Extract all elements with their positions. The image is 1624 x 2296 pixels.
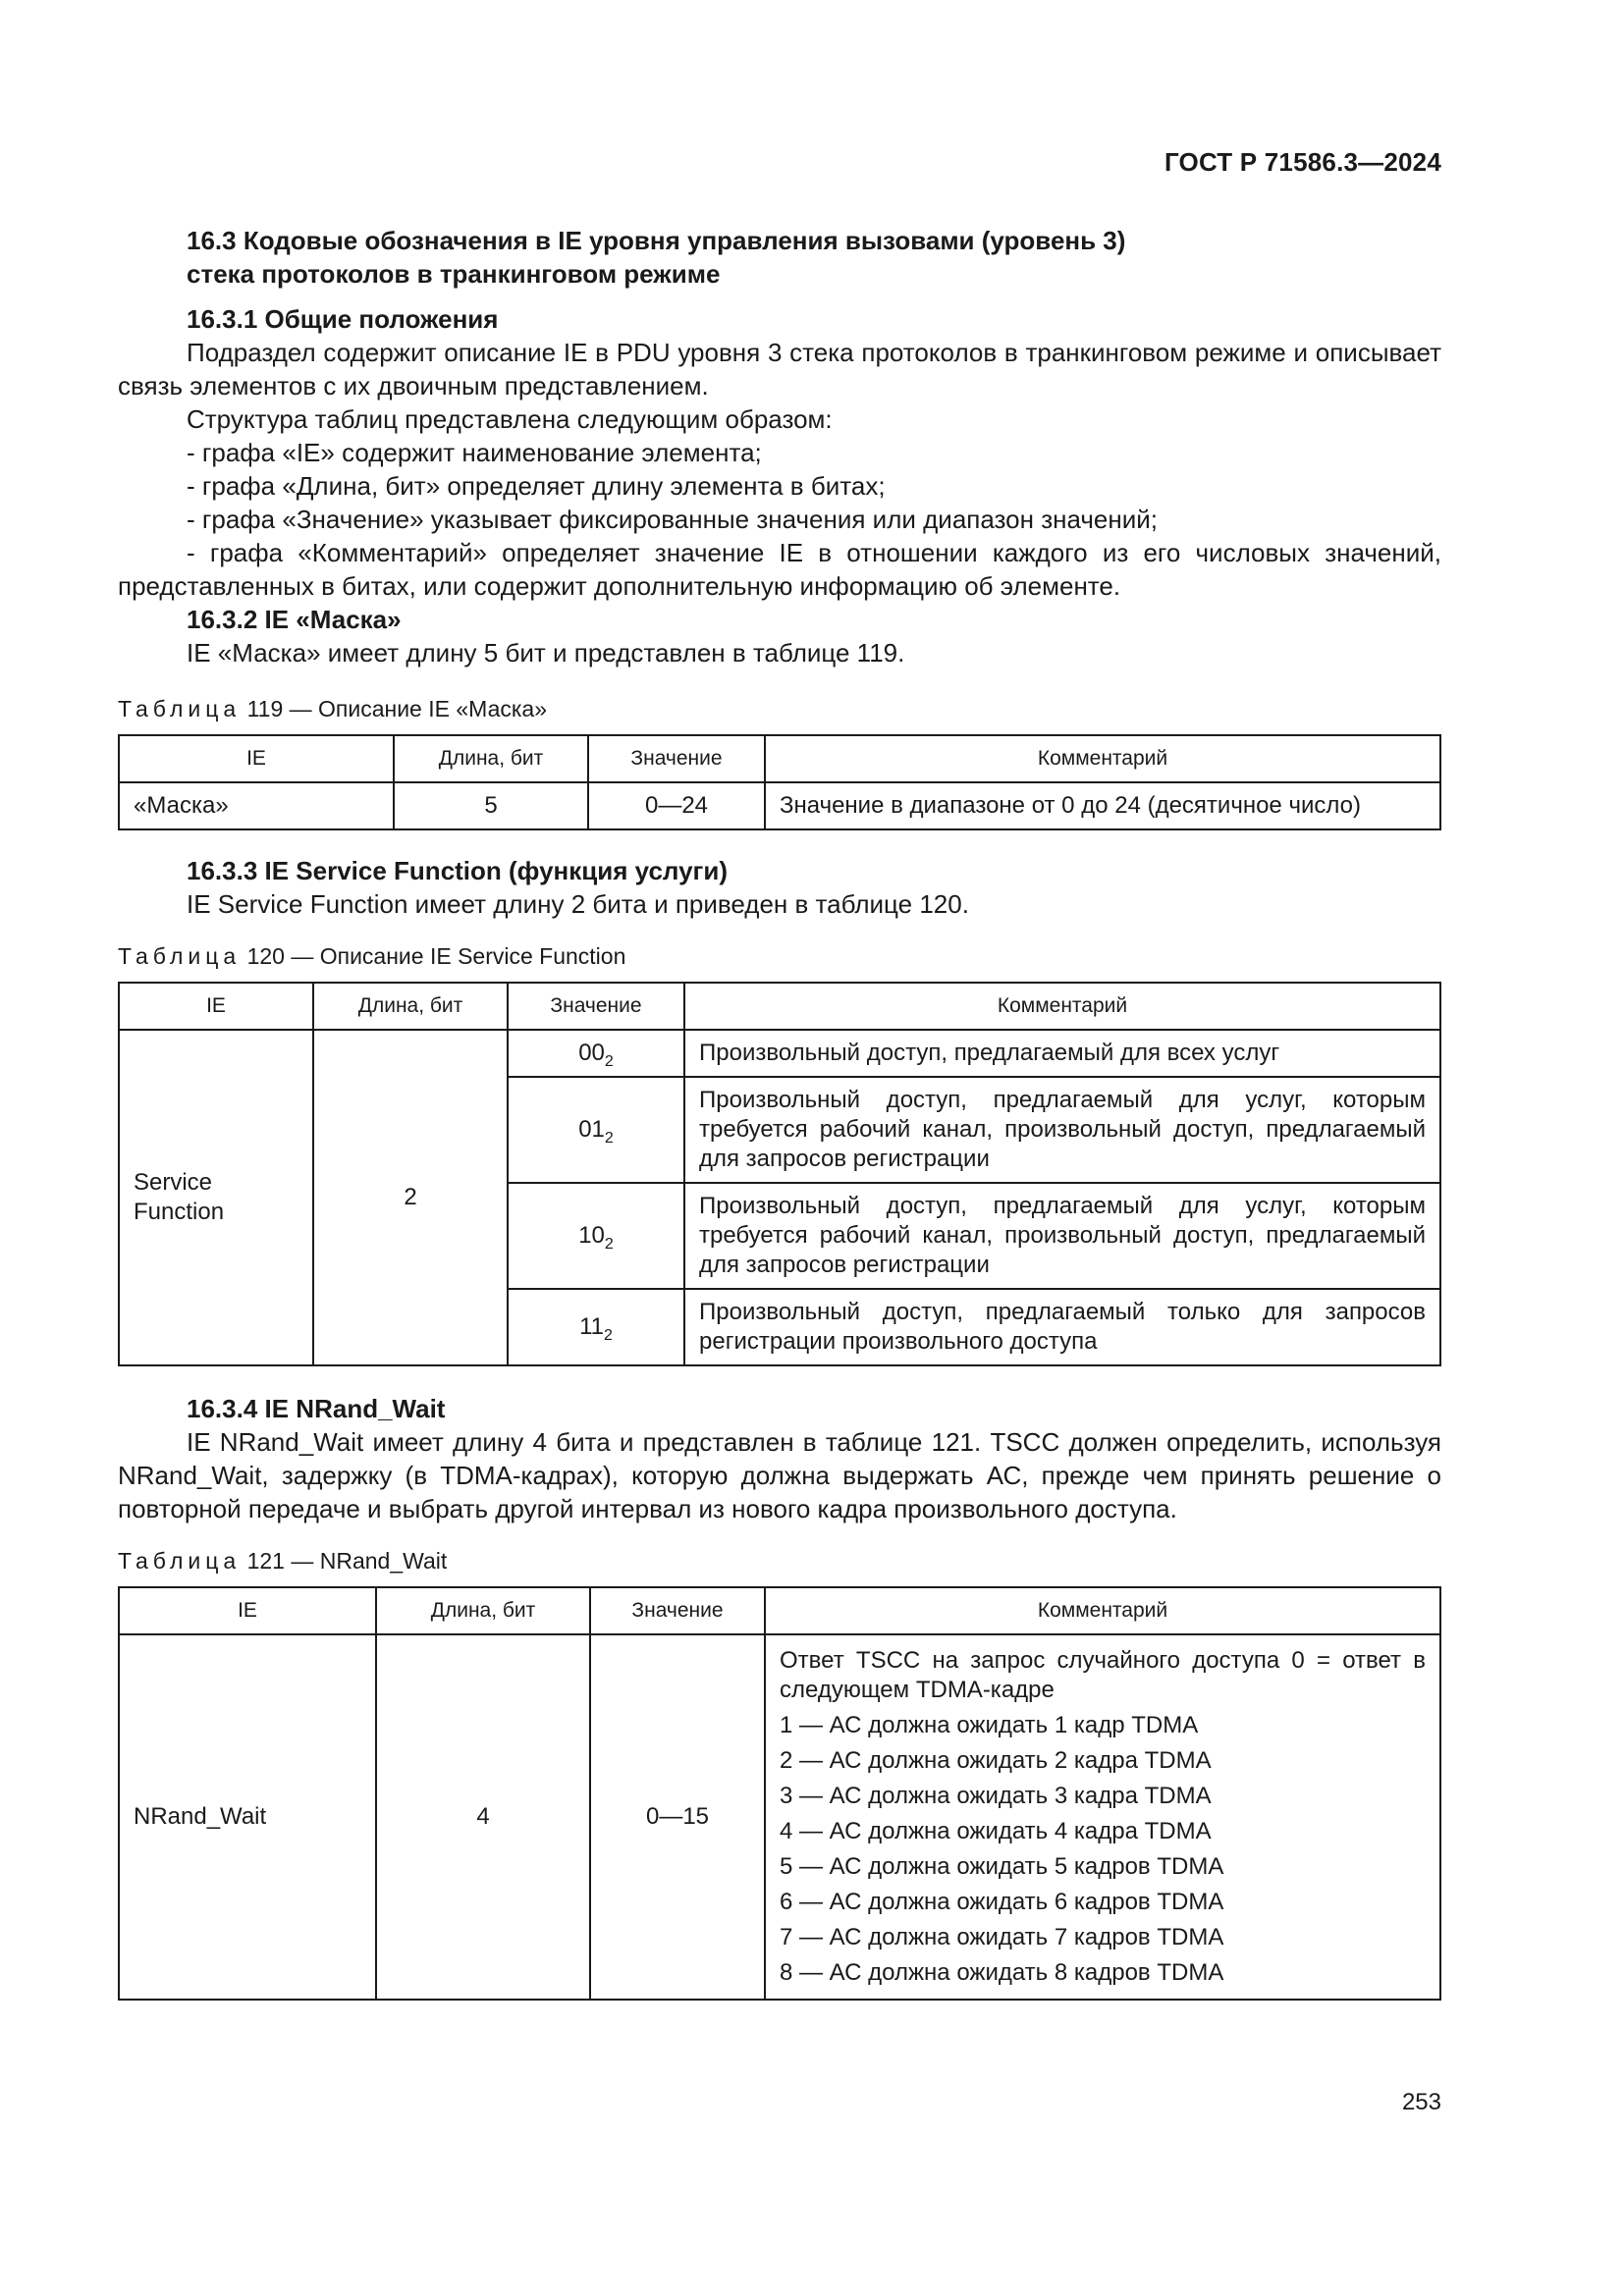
table-119: [118, 734, 1441, 830]
table-121: [118, 1586, 1441, 2001]
table-120: [118, 982, 1441, 1366]
paragraph: IE Service Function имеет длину 2 бита и приведен в таблице 120.: [187, 889, 969, 919]
comment-line: 8 — АС должна ожидать 8 кадров TDMA: [780, 1959, 1224, 1986]
base-subscript: 2: [604, 1129, 614, 1147]
column-header: Длина, бит: [394, 735, 588, 782]
table-row: [119, 1030, 1440, 1077]
column-header: Длина, бит: [376, 1587, 590, 1634]
table-119-caption: [118, 693, 1441, 724]
cell-length: 5: [394, 782, 588, 829]
section-16-3-1-title: 16.3.1 Общие положения: [187, 304, 499, 334]
column-header: IE: [119, 1587, 376, 1634]
comment-line: 7 — АС должна ожидать 7 кадров TDMA: [780, 1924, 1224, 1950]
cell-value: [508, 1030, 684, 1077]
section-16-3-3-title: 16.3.3 IE Service Function (функция услуги): [187, 856, 729, 885]
cell-comment: Произвольный доступ, предлагаемый только для запросов регистрации произвольного доступа: [684, 1289, 1440, 1365]
caption-text: 121 — NRand_Wait: [246, 1548, 448, 1574]
column-header: Комментарий: [684, 983, 1440, 1030]
base-subscript: 2: [604, 1052, 614, 1070]
cell-length: 4: [376, 1634, 590, 2000]
list-item: - графа «Значение» указывает фиксированные значения или диапазон значений;: [187, 505, 1159, 534]
cell-ie: «Маска»: [119, 782, 394, 829]
column-header: Комментарий: [765, 735, 1440, 782]
column-header: Значение: [590, 1587, 765, 1634]
table-120-caption: [118, 940, 1441, 972]
comment-line: 6 — АС должна ожидать 6 кадров TDMA: [780, 1889, 1224, 1915]
comment-line: 5 — АС должна ожидать 5 кадров TDMA: [780, 1853, 1224, 1880]
binary-value: 01: [578, 1116, 605, 1143]
table-header-row: [119, 983, 1440, 1030]
column-header: Значение: [588, 735, 765, 782]
section-title-line-1: 16.3 Кодовые обозначения в IE уровня управления вызовами (уровень 3): [187, 226, 1126, 255]
base-subscript: 2: [604, 1235, 614, 1253]
table-header-row: [119, 735, 1440, 782]
column-header: Значение: [508, 983, 684, 1030]
section-16-3-4-title: 16.3.4 IE NRand_Wait: [187, 1394, 446, 1423]
comment-line: 2 — АС должна ожидать 2 кадра TDMA: [780, 1747, 1212, 1774]
list-item: - графа «Длина, бит» определяет длину элемента в битах;: [187, 471, 886, 501]
binary-value: 00: [578, 1040, 605, 1066]
paragraph: IE «Маска» имеет длину 5 бит и представлен в таблице 119.: [187, 638, 905, 667]
cell-length: 2: [313, 1030, 508, 1365]
document-id: ГОСТ Р 71586.3—2024: [1164, 147, 1441, 177]
binary-value: 11: [579, 1313, 604, 1340]
list-item: - графа «IE» содержит наименование элемента;: [187, 438, 762, 467]
cell-value: [508, 1077, 684, 1183]
cell-value: 0—15: [590, 1634, 765, 2000]
page: [118, 0, 1441, 2296]
list-item: - графа «Комментарий» определяет значение IE в отношении каждого из его числовых значений, представленных в битах, или содержит дополнительную информацию об элементе.: [118, 538, 1441, 601]
table-row: [119, 782, 1440, 829]
cell-value: [508, 1183, 684, 1289]
column-header: Длина, бит: [313, 983, 508, 1030]
column-header: IE: [119, 735, 394, 782]
cell-comment: Произвольный доступ, предлагаемый для всех услуг: [684, 1030, 1440, 1077]
comment-line: Ответ TSCC на запрос случайного доступа 0 = ответ в следующем TDMA-кадре: [780, 1647, 1426, 1703]
paragraph: Подраздел содержит описание IE в PDU уровня 3 стека протоколов в транкинговом режиме и описывает связь элементов с их двоичным представлением.: [118, 338, 1441, 400]
column-header: Комментарий: [765, 1587, 1440, 1634]
cell-ie: NRand_Wait: [119, 1634, 376, 2000]
table-row: [119, 1634, 1440, 2000]
column-header: IE: [119, 983, 313, 1030]
caption-label: Таблица: [118, 1548, 242, 1574]
table-header-row: [119, 1587, 1440, 1634]
cell-comment: Значение в диапазоне от 0 до 24 (десятичное число): [765, 782, 1440, 829]
caption-label: Таблица: [118, 943, 242, 969]
comment-line: 1 — АС должна ожидать 1 кадр TDMA: [780, 1712, 1199, 1738]
section-16-3-title: [187, 224, 1441, 291]
cell-value: 0—24: [588, 782, 765, 829]
cell-comment: Произвольный доступ, предлагаемый для услуг, которым требуется рабочий канал, произвольный доступ, предлагаемый для запросов регистрации: [684, 1183, 1440, 1289]
page-number: 253: [1401, 2089, 1441, 2115]
section-16-3-2-title: 16.3.2 IE «Маска»: [187, 605, 402, 634]
section-title-line-2: стека протоколов в транкинговом режиме: [187, 259, 721, 289]
content: [118, 224, 1441, 2001]
cell-comment: [765, 1634, 1440, 2000]
cell-ie: Service Function: [119, 1030, 313, 1365]
caption-text: 119 — Описание IE «Маска»: [246, 696, 548, 721]
binary-value: 10: [578, 1222, 605, 1249]
base-subscript: 2: [604, 1326, 613, 1344]
paragraph: IE NRand_Wait имеет длину 4 бита и представлен в таблице 121. TSCC должен определить, используя NRand_Wait, задержку (в TDMA-кадрах), которую должна выдержать АС, прежде чем принять решение о повторной передаче и выбрать другой интервал из нового кадра произвольного доступа.: [118, 1427, 1441, 1523]
caption-label: Таблица: [118, 696, 242, 721]
cell-comment: Произвольный доступ, предлагаемый для услуг, которым требуется рабочий канал, произвольный доступ, предлагаемый для запросов регистрации: [684, 1077, 1440, 1183]
paragraph: Структура таблиц представлена следующим образом:: [187, 404, 833, 434]
cell-value: [508, 1289, 684, 1365]
comment-line: 3 — АС должна ожидать 3 кадра TDMA: [780, 1783, 1212, 1809]
caption-text: 120 — Описание IE Service Function: [246, 943, 626, 969]
table-121-caption: [118, 1545, 1441, 1576]
comment-line: 4 — АС должна ожидать 4 кадра TDMA: [780, 1818, 1212, 1844]
